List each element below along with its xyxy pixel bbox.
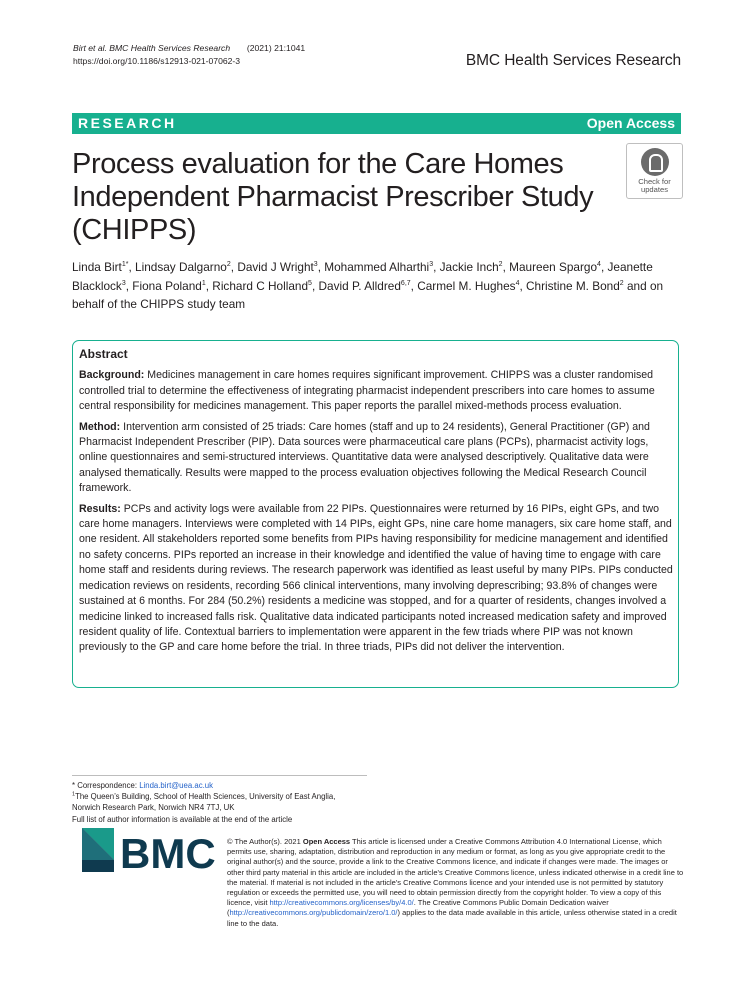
citation-authors: Birt et al. BMC Health Services Research xyxy=(73,43,231,53)
author-name: David J Wright xyxy=(237,260,314,274)
author-list: Linda Birt$^{1*}$, Lindsay Dalgarno$^2$, David J Wright$^3$, Mohammed Alharthi$^3$, Jackie Inch$^2$, Maureen Spargo$^4$, Jeanette Blacklock$^3$, Fiona Poland$^1$, Richard C Holland$^5$, David P. Alldred$^{6,7}$, Carmel M. Hughes$^4$, Christine M. Bond$^2$ and on behalf of the CHIPPS study team xyxy=(72,260,664,311)
affiliation-number: 1 xyxy=(72,791,76,798)
license-text xyxy=(227,837,684,929)
author-name: Fiona Poland xyxy=(132,278,202,293)
check-for-updates-button[interactable] xyxy=(626,143,683,199)
abstract-method xyxy=(79,420,675,497)
running-header xyxy=(73,42,305,68)
author-name: Lindsay Dalgarno xyxy=(135,260,227,274)
author-name: Jackie Inch xyxy=(439,260,499,274)
author-name: Mohammed Alharthi xyxy=(324,260,430,274)
badge-line-2: updates xyxy=(640,185,669,194)
article-title: Process evaluation for the Care Homes Independent Pharmacist Prescriber Study (CHIPPS) xyxy=(72,148,594,246)
doi-link[interactable]: https://doi.org/10.1186/s12913-021-07062-3 xyxy=(73,56,241,66)
license-part-3: . The Creative Commons Public Domain Dedication waiver ( xyxy=(227,898,609,918)
background-label: Background: xyxy=(79,369,145,382)
correspondence-label: * Correspondence: xyxy=(72,781,140,790)
cc-by-link[interactable]: http://creativecommons.org/licenses/by/4.0/ xyxy=(269,898,414,908)
author-name: David P. Alldred xyxy=(318,278,401,293)
author-affiliation-sup: 1 xyxy=(201,279,206,287)
article-type-label: RESEARCH xyxy=(78,115,177,131)
method-text: Intervention arm consisted of 25 triads: Care homes (staff and up to 24 residents), General Practitioner (GP) and Pharmacist Independent Prescriber (PIP). Data sources were pharmaceutical care plans (PCPs), pharmacist activity logs, online questionnaires and semi-structured interviews. Quantitative data were analysed descriptively. Qualitative data were analysed thematically. Results were mapped to the process evaluation objectives following the Medical Research Council framework. xyxy=(79,420,650,495)
author-affiliation-sup: 3 xyxy=(313,261,318,269)
author-affiliation-sup: 4 xyxy=(597,261,601,269)
citation-year-volume: (2021) 21:1041 xyxy=(246,43,306,53)
abstract-background xyxy=(79,368,675,414)
author-name: Jeanette Blacklock xyxy=(72,260,653,293)
full-author-info-note: Full list of author information is available at the end of the article xyxy=(72,814,293,824)
author-affiliation-sup: 2 xyxy=(619,279,624,287)
license-part-4: ) applies to the data made available in this article, unless otherwise stated in a credit line to the data. xyxy=(227,908,677,928)
footnote-divider xyxy=(72,775,367,776)
logo-text: BMC xyxy=(120,830,216,874)
affiliation-line-1: The Queen’s Building, School of Health Sciences, University of East Anglia, xyxy=(75,792,336,802)
license-part-1: © The Author(s). 2021 xyxy=(227,837,303,846)
affiliation-line-2: Norwich Research Park, Norwich NR4 7TJ, UK xyxy=(72,803,235,813)
abstract xyxy=(79,347,675,661)
license-part-2: This article is licensed under a Creative Commons Attribution 4.0 International License, which permits use, sharing, adaptation, distribution and reproduction in any medium or format, as long as you give appropriate credit to the original author(s) and the source, provide a link to the Creative Commons licence, and indicate if changes were made. The images or other third party material in this article are included in the article's Creative Commons licence, unless indicated otherwise in a credit line to the material. If material is not included in the article's Creative Commons licence and your intended use is not permitted by statutory regulation or exceeds the permitted use, you will need to obtain permission directly from the copyright holder. To view a copy of this licence, visit xyxy=(227,837,684,908)
abstract-heading: Abstract xyxy=(79,347,128,361)
author-affiliation-sup: 6,7 xyxy=(400,279,411,287)
bmc-logo xyxy=(80,826,220,874)
correspondence-email-link[interactable]: Linda.birt@uea.ac.uk xyxy=(139,781,213,790)
license-open-access: Open Access xyxy=(302,837,351,846)
author-name: Maureen Spargo xyxy=(509,260,598,274)
results-text: PCPs and activity logs were available from 22 PIPs. Questionnaires were returned by 16 PIPs, eight GPs, and two care home managers. Interviews were completed with 14 PIPs, eight GPs, nine care home managers, six care home staff, and one resident. All stakeholders reported some benefits from PIPs having responsibility for medicine management and identified no safety concerns. PIPs reported an increase in their knowledge and identified the value of having time to engage with care home staff and residents during reviews. The research paperwork was identified as least useful by many PIPs. PIPs conducted medication reviews on residents, recording 566 clinical interventions, many involving deprescribing; 93.8% of changes were sustained at 6 months. For 284 (50.2%) residents a medicine was stopped, and for a quarter of residents, changes involved a medicine linked to increased falls risk. Qualitative data indicated participants noted increased medication safety and improved resident quality of life. Contextual barriers to implementation were apparent in the few triads where PIP was not known previously to the GP and care home before the trial. In three triads, PIPs did not deliver the intervention. xyxy=(79,502,673,654)
method-label: Method: xyxy=(79,420,121,433)
author-name: Christine M. Bond xyxy=(526,278,620,293)
journal-name: BMC Health Services Research xyxy=(465,52,681,69)
author-affiliation-sup: 3 xyxy=(429,261,434,269)
author-name: Linda Birt xyxy=(72,260,122,274)
author-affiliation-sup: 4 xyxy=(515,279,520,287)
background-text: Medicines management in care homes requires significant improvement. CHIPPS was a cluster randomised controlled trial to determine the effectiveness of integrating pharmacist independent prescribers into care homes to assume central responsibility for medicines management. This paper reports the parallel mixed-methods process evaluation. xyxy=(79,369,655,413)
open-access-label: Open Access xyxy=(586,115,675,131)
author-affiliation-sup: 3 xyxy=(121,279,126,287)
abstract-results xyxy=(79,502,675,656)
author-affiliation-sup: 2 xyxy=(226,261,231,269)
author-name: Richard C Holland xyxy=(212,278,309,293)
author-affiliation-sup: 2 xyxy=(498,261,503,269)
badge-line-1: Check for xyxy=(638,177,671,186)
bookmark-icon xyxy=(641,148,669,176)
author-affiliation-sup: 1* xyxy=(121,261,129,269)
author-affiliation-sup: 5 xyxy=(308,279,312,287)
author-name: Carmel M. Hughes xyxy=(417,278,516,293)
article-type-banner xyxy=(72,113,681,134)
author-list-tail: and on behalf of the CHIPPS study team xyxy=(72,278,664,311)
results-label: Results: xyxy=(79,502,121,515)
cc-zero-link[interactable]: http://creativecommons.org/publicdomain/zero/1.0/ xyxy=(229,908,398,918)
correspondence-block xyxy=(72,780,372,825)
